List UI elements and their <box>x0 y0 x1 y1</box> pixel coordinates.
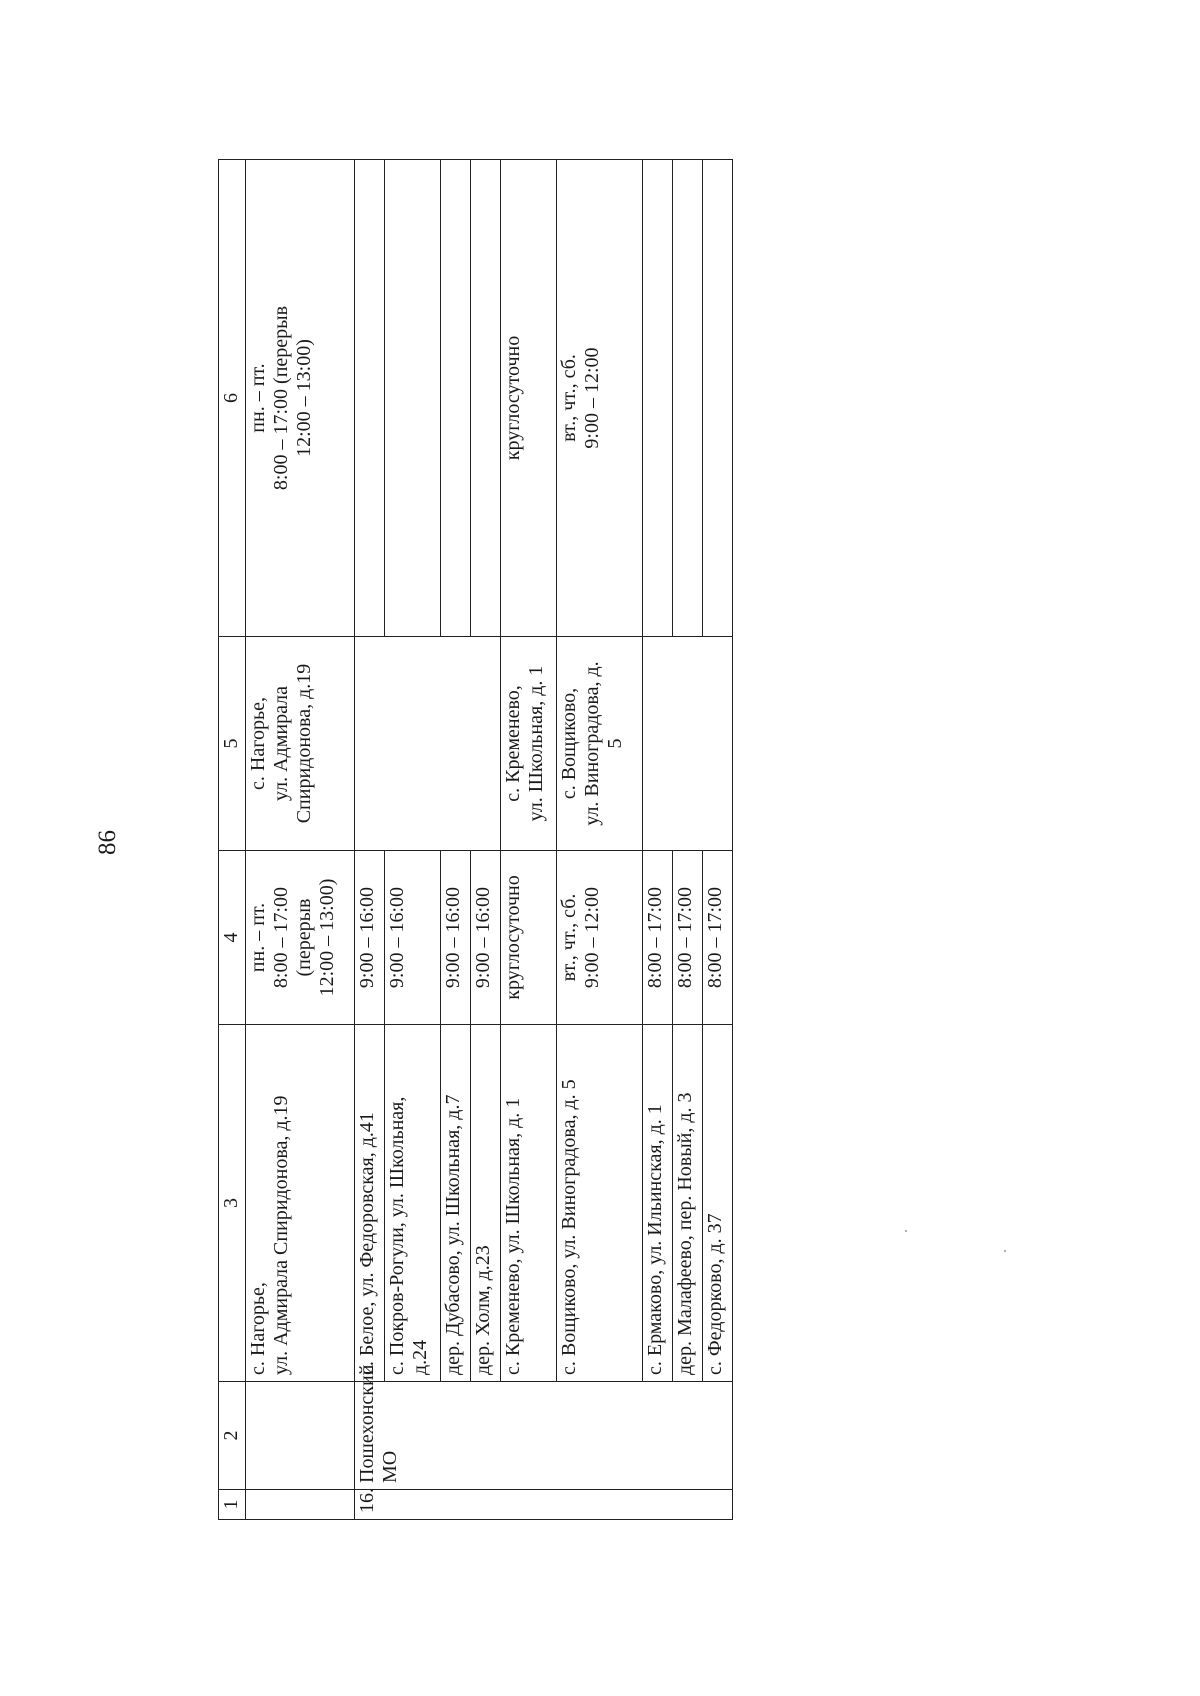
cell-alt-hours <box>441 160 471 637</box>
cell-alt-hours <box>703 160 733 637</box>
cell-address: с. Федорково, д. 37 <box>703 1025 733 1382</box>
cell-alt-address: с. Вощиково, ул. Виноградова, д. 5 <box>557 637 643 851</box>
scan-speck <box>1004 1250 1006 1252</box>
header-col-4: 4 <box>219 851 246 1025</box>
cell-district <box>246 1382 355 1490</box>
cell-hours: пн. – пт. 8:00 – 17:00 (перерыв 12:00 – 13:00) <box>246 851 355 1025</box>
cell-address: с. Нагорье, ул. Адмирала Спиридонова, д.19 <box>246 1025 355 1382</box>
header-col-2: 2 <box>219 1382 246 1490</box>
cell-hours: 9:00 – 16:00 <box>441 851 471 1025</box>
header-col-1: 1 <box>219 1490 246 1520</box>
table-row <box>500 160 556 1520</box>
cell-address: с. Кременево, ул. Школьная, д. 1 <box>500 1025 556 1382</box>
cell-address: с. Вощиково, ул. Виноградова, д. 5 <box>557 1025 643 1382</box>
cell-hours: вт., чт., сб. 9:00 – 12:00 <box>557 851 643 1025</box>
table-row <box>246 160 355 1520</box>
cell-hours: 9:00 – 16:00 <box>355 851 385 1025</box>
table-row <box>355 160 385 1520</box>
cell-hours: 8:00 – 17:00 <box>673 851 703 1025</box>
cell-address: с. Белое, ул. Федоровская, д.41 <box>355 1025 385 1382</box>
cell-number: 16. <box>355 1490 733 1520</box>
header-col-3: 3 <box>219 1025 246 1382</box>
header-row <box>219 160 246 1520</box>
cell-alt-hours <box>384 160 440 637</box>
rotated-table-container <box>218 160 733 1520</box>
cell-alt-address: с. Кременево, ул. Школьная, д. 1 <box>500 637 556 851</box>
cell-address: с. Ермаково, ул. Ильинская, д. 1 <box>643 1025 673 1382</box>
cell-address: дер. Холм, д.23 <box>471 1025 501 1382</box>
page-number: 86 <box>94 830 121 855</box>
cell-alt-address <box>355 637 501 851</box>
cell-alt-address <box>643 637 733 851</box>
cell-hours: круглосуточно <box>500 851 556 1025</box>
cell-district: Пошехонский МО <box>355 1382 733 1490</box>
cell-alt-hours <box>673 160 703 637</box>
cell-hours: 8:00 – 17:00 <box>703 851 733 1025</box>
cell-address: с. Покров-Рогули, ул. Школьная, д.24 <box>384 1025 440 1382</box>
cell-hours: 8:00 – 17:00 <box>643 851 673 1025</box>
table-row <box>557 160 643 1520</box>
cell-alt-hours: пн. – пт. 8:00 – 17:00 (перерыв 12:00 – 13:00) <box>246 160 355 637</box>
cell-number <box>246 1490 355 1520</box>
header-col-5: 5 <box>219 637 246 851</box>
cell-address: дер. Малафеево, пер. Новый, д. 3 <box>673 1025 703 1382</box>
cell-alt-hours: круглосуточно <box>500 160 556 637</box>
cell-address: дер. Дубасово, ул. Школьная, д.7 <box>441 1025 471 1382</box>
cell-hours: 9:00 – 16:00 <box>471 851 501 1025</box>
cell-alt-hours: вт., чт., сб. 9:00 – 12:00 <box>557 160 643 637</box>
cell-alt-hours <box>643 160 673 637</box>
scan-speck <box>905 1230 907 1232</box>
cell-alt-address: с. Нагорье, ул. Адмирала Спиридонова, д.19 <box>246 637 355 851</box>
cell-alt-hours <box>355 160 385 637</box>
cell-hours: 9:00 – 16:00 <box>384 851 440 1025</box>
table-row <box>643 160 673 1520</box>
header-col-6: 6 <box>219 160 246 637</box>
schedule-table <box>218 159 733 1520</box>
cell-alt-hours <box>471 160 501 637</box>
